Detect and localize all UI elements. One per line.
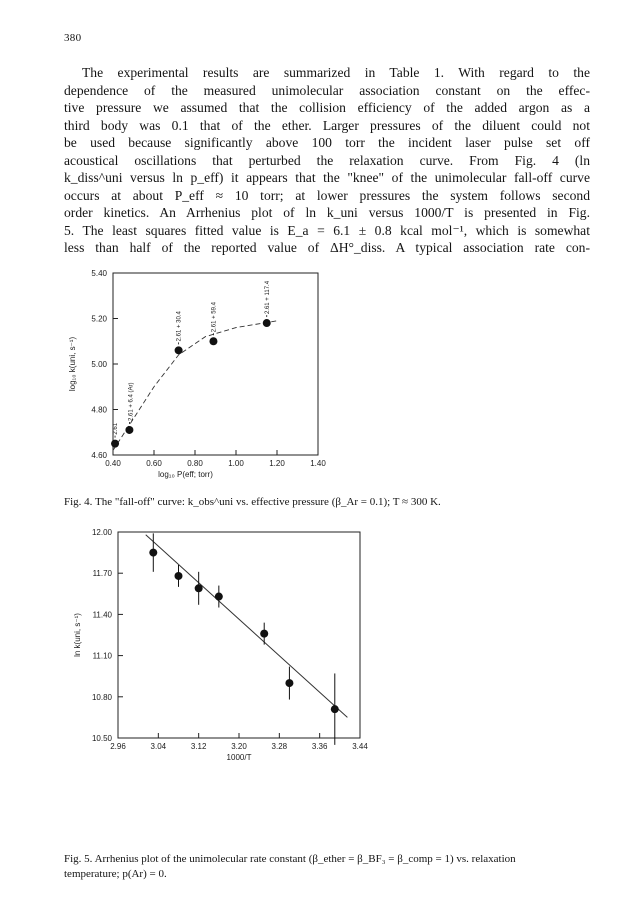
- data-point: [175, 346, 183, 354]
- plot-frame: [113, 273, 318, 455]
- paragraph-line: occurs at about P_eff ≈ 10 torr; at lower pressures the system follows second: [64, 187, 590, 203]
- data-point: [260, 630, 268, 638]
- x-tick-label: 3.04: [150, 742, 167, 751]
- x-tick-label: 2.96: [110, 742, 126, 751]
- data-point: [209, 337, 217, 345]
- body-paragraph: [64, 64, 590, 257]
- paragraph-line: less than half of the reported value of ΔH°_diss. A typical association rate con-: [64, 240, 590, 255]
- y-tick-label: 12.00: [91, 528, 112, 537]
- x-tick-label: 1.40: [310, 459, 326, 468]
- y-axis-label: log₁₀ k(uni, s⁻¹): [68, 336, 77, 392]
- y-tick-label: 5.20: [91, 314, 107, 324]
- fit-line: [146, 535, 348, 718]
- point-label: 2.61 + 59.4: [211, 302, 218, 333]
- y-tick-label: 4.80: [91, 405, 107, 415]
- point-label: 2.61: [113, 422, 120, 435]
- x-tick-label: 3.28: [271, 742, 288, 751]
- x-tick-label: 3.20: [231, 742, 247, 751]
- paragraph-line: be used because significantly above 100 torr the incident laser pulse set off: [64, 135, 590, 150]
- paragraph-line: 5. The least squares fitted value is E_a = 6.1 ± 0.8 kcal mol⁻¹, which is somewhat: [64, 222, 590, 238]
- data-point: [263, 319, 271, 327]
- paragraph-line: acoustical oscillations that perturbed the relaxation curve. From Fig. 4 (ln: [64, 152, 590, 168]
- x-tick-label: 3.44: [352, 742, 368, 751]
- data-point: [215, 593, 223, 601]
- y-tick-label: 11.10: [92, 651, 112, 661]
- y-tick-label: 4.60: [91, 451, 107, 460]
- paragraph-line: order kinetics. An Arrhenius plot of ln k_uni versus 1000/T is presented in Fig.: [64, 205, 590, 220]
- figure-5-caption-line1: Fig. 5. Arrhenius plot of the unimolecular rate constant (β_ether = β_BF₃ = β_comp = 1) vs. relaxation: [64, 853, 516, 865]
- figure-4-caption: Fig. 4. The "fall-off" curve: k_obs^uni vs. effective pressure (β_Ar = 0.1); T ≈ 300 K.: [64, 496, 441, 508]
- y-tick-label: 5.40: [91, 269, 107, 278]
- paragraph-line: dependence of the measured unimolecular association constant on the effec-: [64, 82, 590, 98]
- point-label: 2.61 + 6.4 (Ar): [128, 382, 135, 421]
- x-axis-label: 1000/T: [226, 753, 252, 762]
- data-point: [149, 549, 157, 557]
- y-axis-label: ln k(uni, s⁻¹): [73, 613, 82, 657]
- y-tick-label: 11.70: [92, 569, 112, 579]
- data-point: [125, 426, 133, 434]
- y-tick-label: 5.00: [91, 360, 107, 369]
- paragraph-line: tive pressure we assumed that the collision efficiency of the added argon as a: [64, 100, 590, 115]
- point-label: 2.61 + 30.4: [176, 311, 183, 342]
- paragraph-line: The experimental results are summarized in Table 1. With regard to the: [82, 65, 590, 80]
- x-tick-label: 3.12: [190, 742, 207, 751]
- data-point: [331, 705, 339, 713]
- y-tick-label: 10.50: [91, 734, 112, 743]
- paragraph-line: k_diss^uni versus ln p_eff) it appears that the "knee" of the unimolecular fall-off curve: [64, 170, 590, 185]
- data-point: [111, 440, 119, 448]
- y-tick-label: 11.40: [92, 610, 112, 620]
- page-number: 380: [64, 32, 82, 44]
- paragraph-line: third body was 0.1 that of the ether. Larger pressures of the diluent could not: [64, 117, 590, 133]
- x-tick-label: 0.40: [105, 459, 121, 468]
- data-point: [285, 679, 293, 687]
- x-tick-label: 1.00: [228, 459, 244, 468]
- point-label: 2.61 + 117.4: [264, 280, 271, 315]
- x-tick-label: 3.36: [311, 742, 328, 751]
- y-tick-label: 10.80: [91, 692, 112, 702]
- x-tick-label: 1.20: [269, 459, 285, 468]
- data-point: [175, 572, 183, 580]
- data-point: [195, 584, 203, 592]
- fall-off-curve: [113, 321, 277, 451]
- figure-5-caption: [64, 852, 594, 882]
- x-tick-label: 0.80: [187, 459, 203, 468]
- figure-5-caption-line2: temperature; p(Ar) = 0.: [64, 868, 167, 880]
- x-axis-label: log₁₀ P(eff; torr): [158, 470, 213, 479]
- plot-frame: [118, 532, 360, 738]
- x-tick-label: 0.60: [146, 459, 162, 468]
